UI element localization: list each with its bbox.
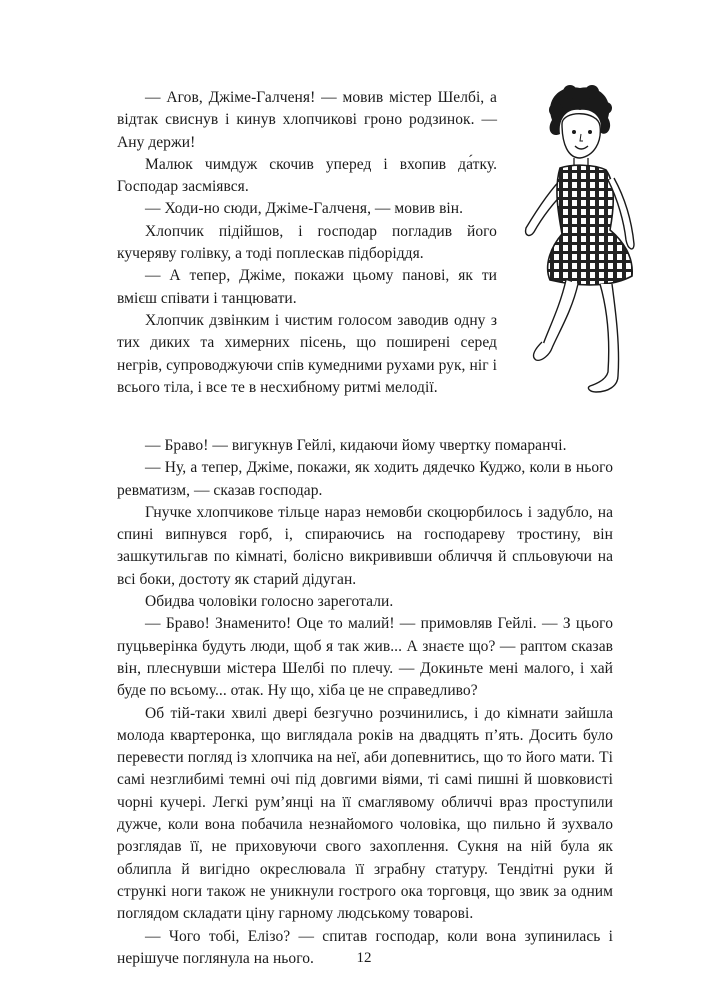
paragraph: Об тій-таки хвилі двері безгучно розчинились, і до кімнати зайшла молода квартеронка, що виглядала років на двадцять п’ять. Досить було перевести погляд із хлопчика на неї, аби допевнитись, що то його мати. Ті самі незглибимі темні очі під довгими віями, ті самі пишні й шовковисті чорні кучері. Легкі рум’янці на її смаглявому обличчі враз проступили дужче, коли вона побачила незнайомого чоловіка, що пильно й зухвало розглядав її, не приховуючи свого захоплення. Сукня на ній була як облипла й вигідно окреслювала її зграбну статуру. Тендітні руки й стрункі ноги також не уникнули гострого ока торговця, що звик за одним поглядом складати ціну гарному людському товарові. xyxy=(117,704,613,923)
paragraph: Малюк чимдуж скочив уперед і вхопив да́тку. Господар засміявся. xyxy=(117,155,497,196)
paragraph: Хлопчик підійшов, і господар погладив його кучеряву голівку, а тоді поплескав підборіддя. xyxy=(117,222,497,263)
paragraph: Гнучке хлопчикове тільце нараз немовби скоцюрбилось і задубло, на спині випнувся горб, і, спираючись на господареву тростину, він зашкутильгав по кімнаті, болісно викрививши обличчя й спльовуючи на всі боки, достоту як старий дідуган. xyxy=(117,503,613,588)
paragraph: — Ходи-но сюди, Джіме-Галченя, — мовив він. xyxy=(145,200,464,218)
text-column-narrow xyxy=(117,87,497,399)
text-column-wide xyxy=(117,435,613,970)
paragraph: Хлопчик дзвінким і чистим голосом заводив одну з тих диких та химерних пісень, що поширені серед негрів, супроводжуючи спів кумедними рухами рук, ніг і всього тіла, і все те в несхибному ритмі мелодії. xyxy=(117,311,497,396)
paragraph: — А тепер, Джіме, покажи цьому панові, як ти вмієш співати і танцювати. xyxy=(117,267,497,307)
paragraph: — Чого тобі, Елізо? — спитав господар, коли вона зупинилась і нерішуче поглянула на нього. xyxy=(117,927,613,967)
paragraph: — Ну, а тепер, Джіме, покажи, як ходить дядечко Куджо, коли в нього ревматизм, — сказав господар. xyxy=(117,459,613,499)
paragraph: — Браво! Знаменито! Оце то малий! — примовляв Гейлі. — З цього пуцьверінка будуть люди, щоб я так жив... А знаєте що? — раптом сказав він, плеснувши містера Шелбі по плечу. — Докиньте мені малого, і хай буде по всьому... отак. Ну що, хіба це не справедливо? xyxy=(117,615,613,700)
page-number: 12 xyxy=(356,950,372,966)
dancing-boy-illustration xyxy=(514,80,650,400)
paragraph: Обидва чоловіки голосно зареготали. xyxy=(145,593,394,611)
paragraph: — Агов, Джіме-Галченя! — мовив містер Шелбі, а відтак свиснув і кинув хлопчикові гроно родзинок. — Ану держи! xyxy=(117,89,497,151)
paragraph: — Браво! — вигукнув Гейлі, кидаючи йому чвертку помаранчі. xyxy=(145,437,567,454)
